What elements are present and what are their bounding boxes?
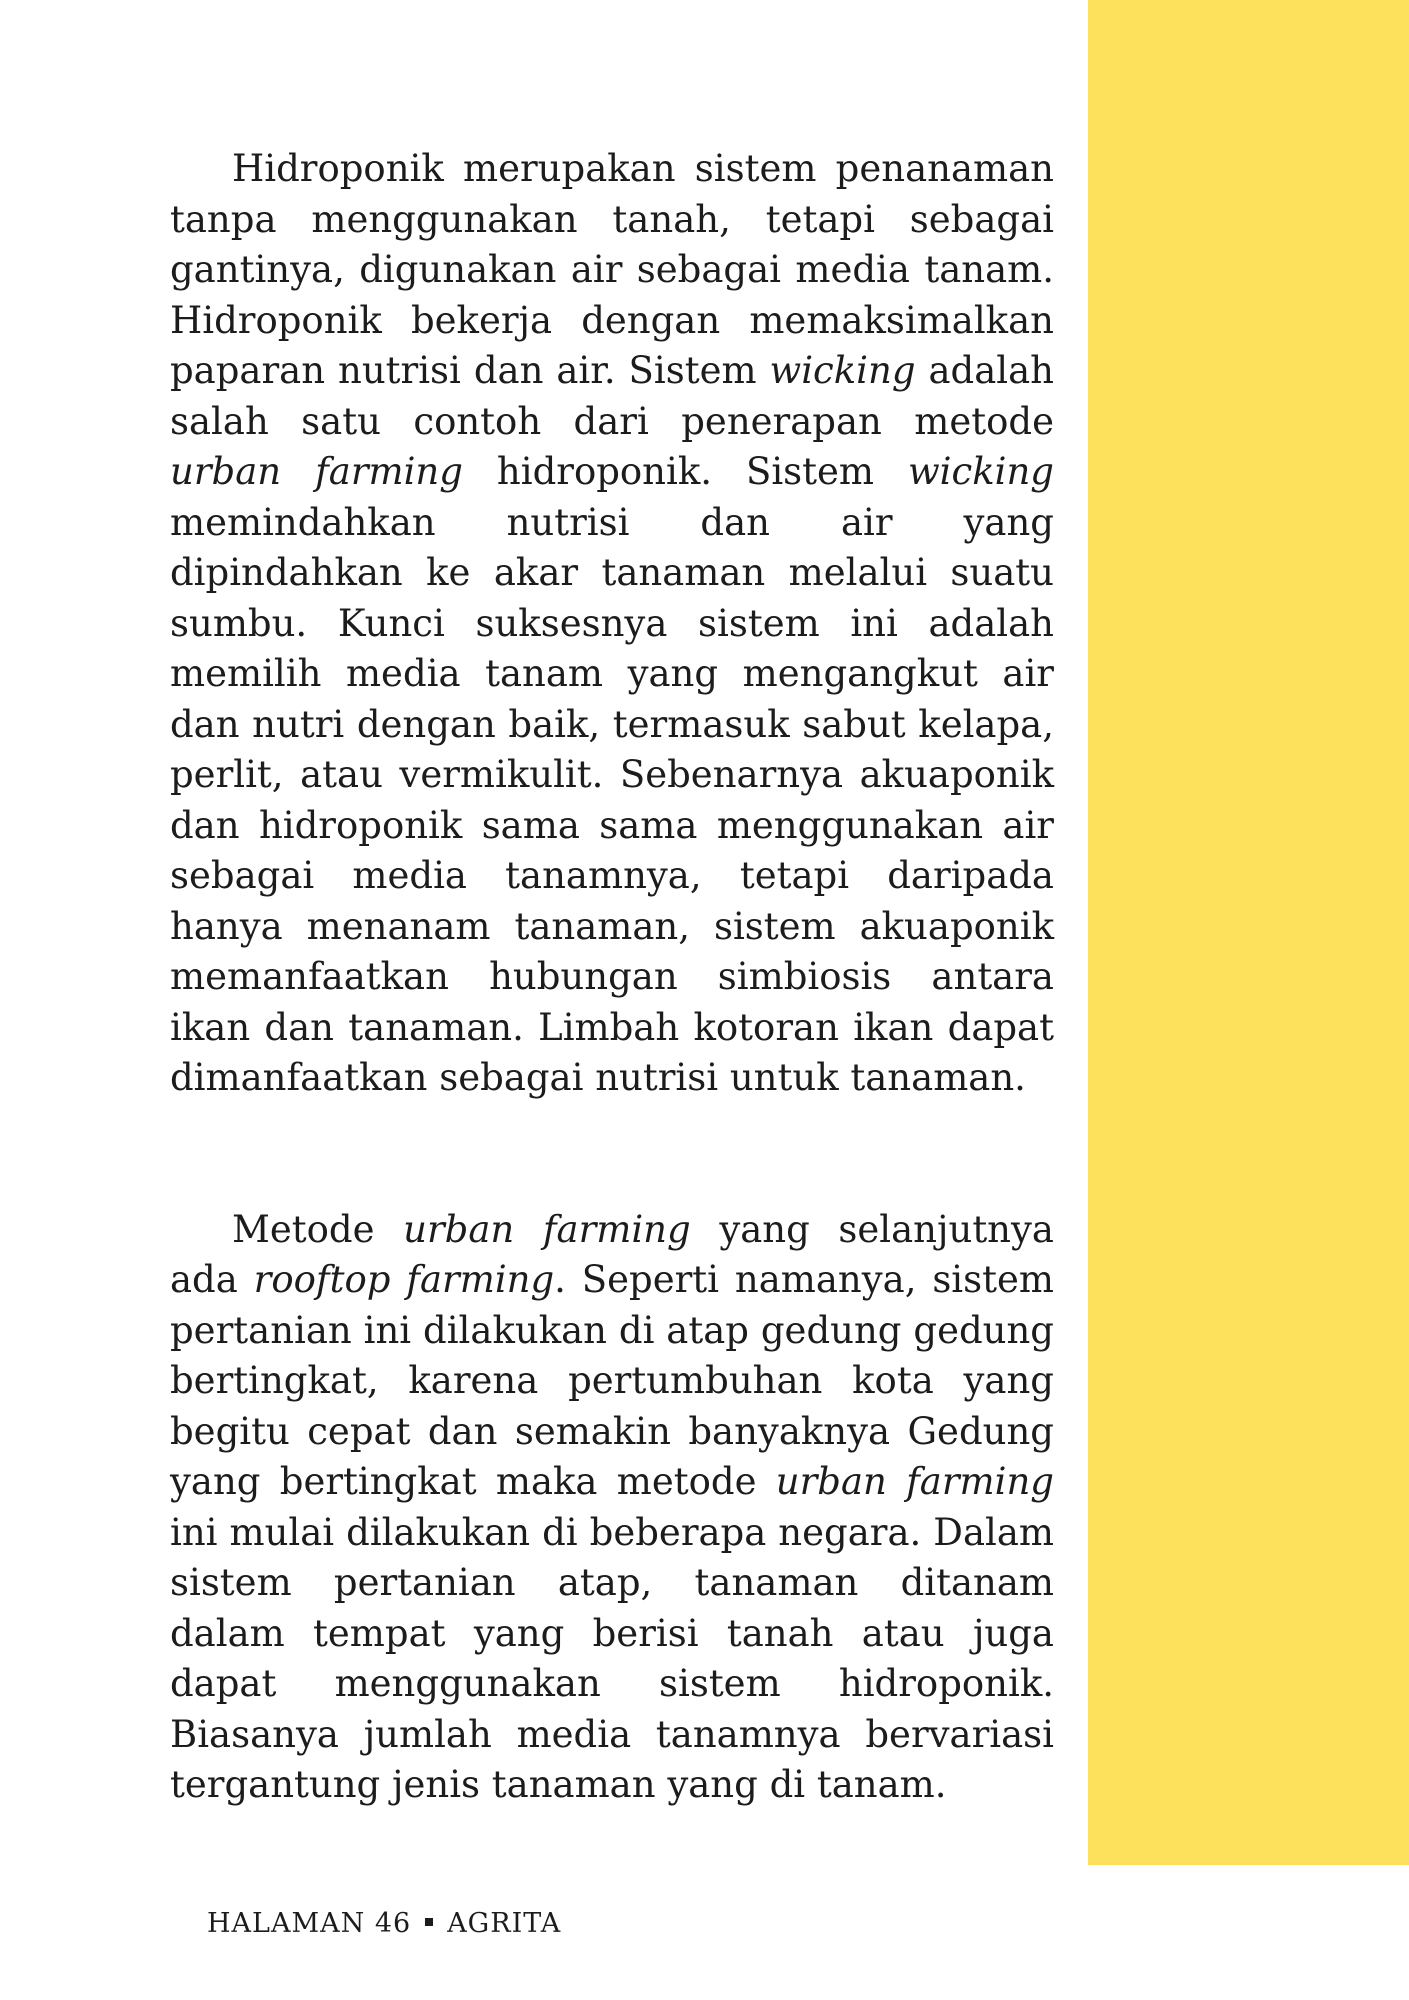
text-run: . Seperti namanya, sistem pertanian ini dilakukan di atap gedung gedung bertingkat, karena pertumbuhan kota yang begitu cepat dan semakin banyaknya Gedung yang bertingkat maka metode [170,1258,1054,1503]
text-run: memindahkan nutrisi dan air yang dipindahkan ke akar tanaman melalui suatu sumbu. Kunci suksesnya sistem ini adalah memilih media tanam yang mengangkut air dan nutri dengan baik, termasuk sabut kelapa, perlit, atau vermikulit. Sebenarnya akuaponik dan hidroponik sama sama menggunakan air sebagai media tanamnya, tetapi daripada hanya menanam tanaman, sistem akuaponik memanfaatkan hubungan simbiosis antara ikan dan tanaman. Limbah kotoran ikan dapat dimanfaatkan sebagai nutrisi untuk tanaman. [170,500,1054,1099]
italic-term: wicking [769,349,916,392]
italic-term: wicking [908,450,1054,493]
paragraph-rooftop-farming [170,1205,1054,1811]
italic-term: urban farming [775,1460,1054,1503]
text-run: ini mulai dilakukan di beberapa negara. Dalam sistem pertanian atap, tanaman ditanam dalam tempat yang berisi tanah atau juga dapat menggunakan sistem hidroponik. Biasanya jumlah media tanamnya bervariasi tergantung jenis tanaman yang di tanam. [170,1510,1054,1806]
text-run: hidroponik. Sistem [462,450,908,493]
body-text [170,144,1054,1811]
paragraph-hydroponics [170,144,1054,1104]
publication-name: AGRITA [447,1908,562,1939]
italic-term: urban farming [170,450,463,493]
text-run: yang selanjutnya ada [170,1207,1054,1301]
page-number-label: HALAMAN 46 [207,1908,412,1939]
text-run: adalah salah satu contoh dari penerapan metode [170,349,1055,443]
text-run: Hidroponik merupakan sistem penanaman tanpa menggunakan tanah, tetapi sebagai gantinya, digunakan air sebagai media tanam. Hidroponik bekerja dengan memaksimalkan paparan nutrisi dan air. Sistem [170,147,1054,392]
italic-term: rooftop farming [253,1258,555,1301]
page-footer [207,1908,561,1939]
italic-term: urban farming [403,1207,691,1251]
square-bullet-icon [425,1918,433,1926]
yellow-side-band [1088,0,1409,1865]
text-run: Metode [232,1207,404,1251]
